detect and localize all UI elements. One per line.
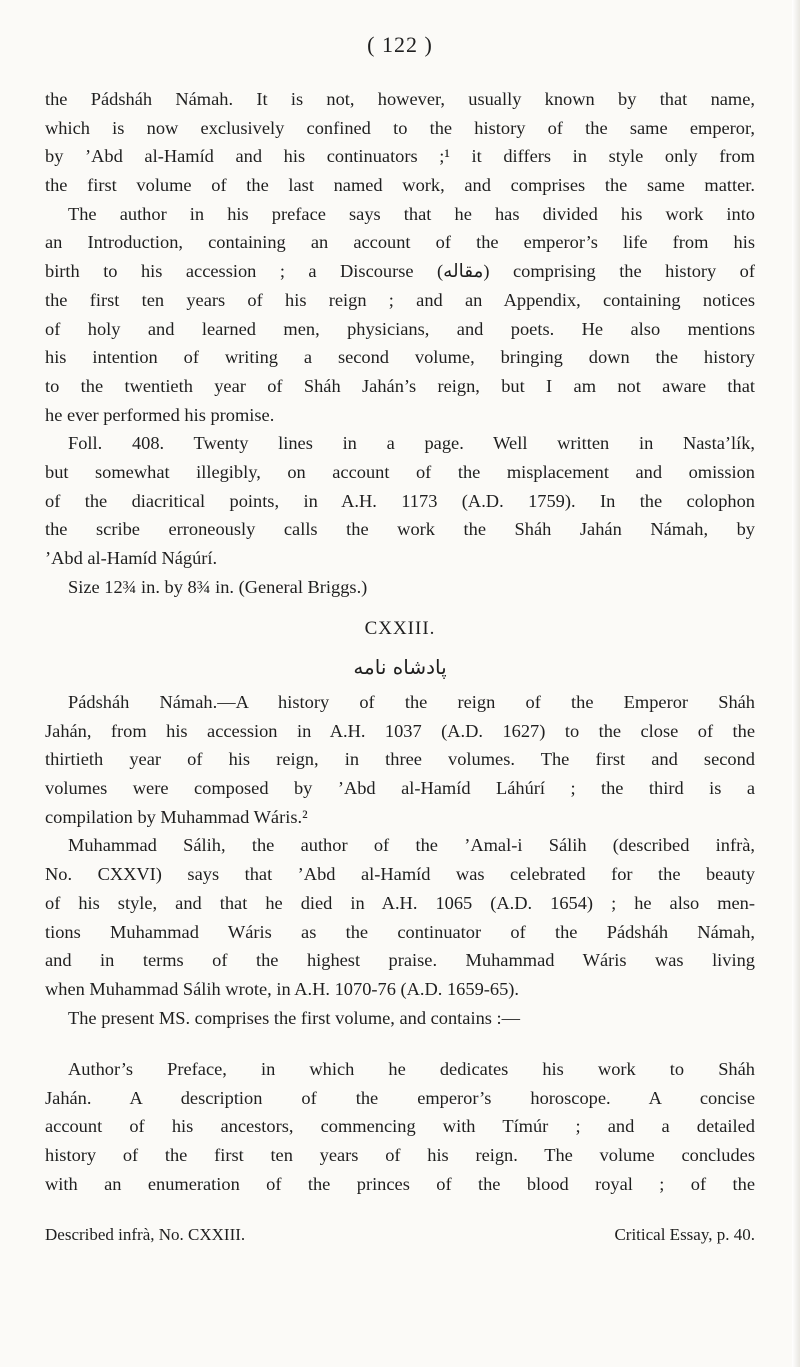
text-line: The author in his preface says that he has divided his work into bbox=[68, 203, 755, 224]
footnotes bbox=[45, 1225, 755, 1245]
text-line: the Pádsháh Námah. It is not, however, usually known by that name, bbox=[45, 89, 755, 109]
text-line: compilation by Muhammad Wáris.² bbox=[45, 806, 308, 827]
text-line: the first volume of the last named work, and comprises the same matter. bbox=[45, 175, 755, 196]
paragraph-block-3 bbox=[45, 1055, 755, 1198]
section-heading: CXXIII. bbox=[364, 618, 436, 639]
footnote-2: Critical Essay, p. 40. bbox=[614, 1225, 755, 1244]
text-line: ’Abd al-Hamíd Nágúrí. bbox=[45, 548, 218, 568]
text-line: account of his ancestors, commencing with Tímúr ; and a detailed bbox=[45, 1116, 755, 1137]
paragraph-block-2 bbox=[45, 688, 755, 1032]
page-edge-shadow bbox=[792, 0, 800, 1367]
text-line: and in terms of the highest praise. Muhammad Wáris was living bbox=[45, 950, 755, 971]
text-line: Jahán, from his accession in A.H. 1037 (A.D. 1627) to the close of the bbox=[45, 720, 755, 741]
text-line: volumes were composed by ’Abd al-Hamíd Láhúrí ; the third is a bbox=[45, 778, 755, 799]
text-line: his intention of writing a second volume, bringing down the history bbox=[45, 347, 755, 368]
text-line: he ever performed his promise. bbox=[45, 404, 275, 425]
text-line: the first ten years of his reign ; and an Appendix, containing notices bbox=[45, 289, 755, 310]
text-line: history of the first ten years of his reign. The volume concludes bbox=[45, 1145, 755, 1166]
text-line: of the diacritical points, in A.H. 1173 (A.D. 1759). In the colophon bbox=[45, 490, 755, 511]
text-line: Author’s Preface, in which he dedicates his work to Sháh bbox=[68, 1059, 755, 1079]
text-line: but somewhat illegibly, on account of the misplacement and omission bbox=[45, 461, 755, 482]
text-line: which is now exclusively confined to the history of the same emperor, bbox=[45, 117, 755, 138]
text-line: to the twentieth year of Sháh Jahán’s reign, but I am not aware that bbox=[45, 375, 755, 396]
text-line: an Introduction, containing an account of the emperor’s life from his bbox=[45, 232, 755, 253]
text-line: of his style, and that he died in A.H. 1065 (A.D. 1654) ; he also men- bbox=[45, 892, 755, 913]
text-line: by ’Abd al-Hamíd and his continuators ;¹ it differs in style only from bbox=[45, 146, 755, 167]
text-line: Pádsháh Námah.—A history of the reign of the Emperor Sháh bbox=[68, 692, 755, 712]
text-line: Size 12¾ in. by 8¾ in. (General Briggs.) bbox=[68, 576, 368, 597]
text-line: Muhammad Sálih, the author of the ’Amal-i Sálih (described infrà, bbox=[68, 835, 755, 856]
text-line: tions Muhammad Wáris as the continuator of the Pádsháh Námah, bbox=[45, 921, 755, 942]
text-line: birth to his accession ; a Discourse (مقاله) comprising the history of bbox=[45, 261, 755, 282]
text-line: of holy and learned men, physicians, and poets. He also mentions bbox=[45, 318, 755, 339]
page-number: ( 122 ) bbox=[367, 32, 433, 57]
text-line: with an enumeration of the princes of the blood royal ; of the bbox=[45, 1173, 755, 1194]
footnote-1: Described infrà, No. CXXIII. bbox=[45, 1225, 246, 1244]
text-line: Jahán. A description of the emperor’s horoscope. A concise bbox=[45, 1087, 755, 1108]
text-line: Foll. 408. Twenty lines in a page. Well written in Nasta’lík, bbox=[68, 433, 755, 454]
paragraph-block-1 bbox=[45, 85, 755, 601]
text-line: when Muhammad Sálih wrote, in A.H. 1070-76 (A.D. 1659-65). bbox=[45, 978, 520, 999]
text-line: the scribe erroneously calls the work the Sháh Jahán Námah, by bbox=[45, 519, 755, 540]
text-line: The present MS. comprises the first volume, and contains :— bbox=[68, 1007, 521, 1028]
text-line: thirtieth year of his reign, in three volumes. The first and second bbox=[45, 749, 755, 770]
text-line: No. CXXVI) says that ’Abd al-Hamíd was celebrated for the beauty bbox=[45, 864, 755, 885]
persian-title: پادشاه نامه bbox=[353, 655, 447, 679]
